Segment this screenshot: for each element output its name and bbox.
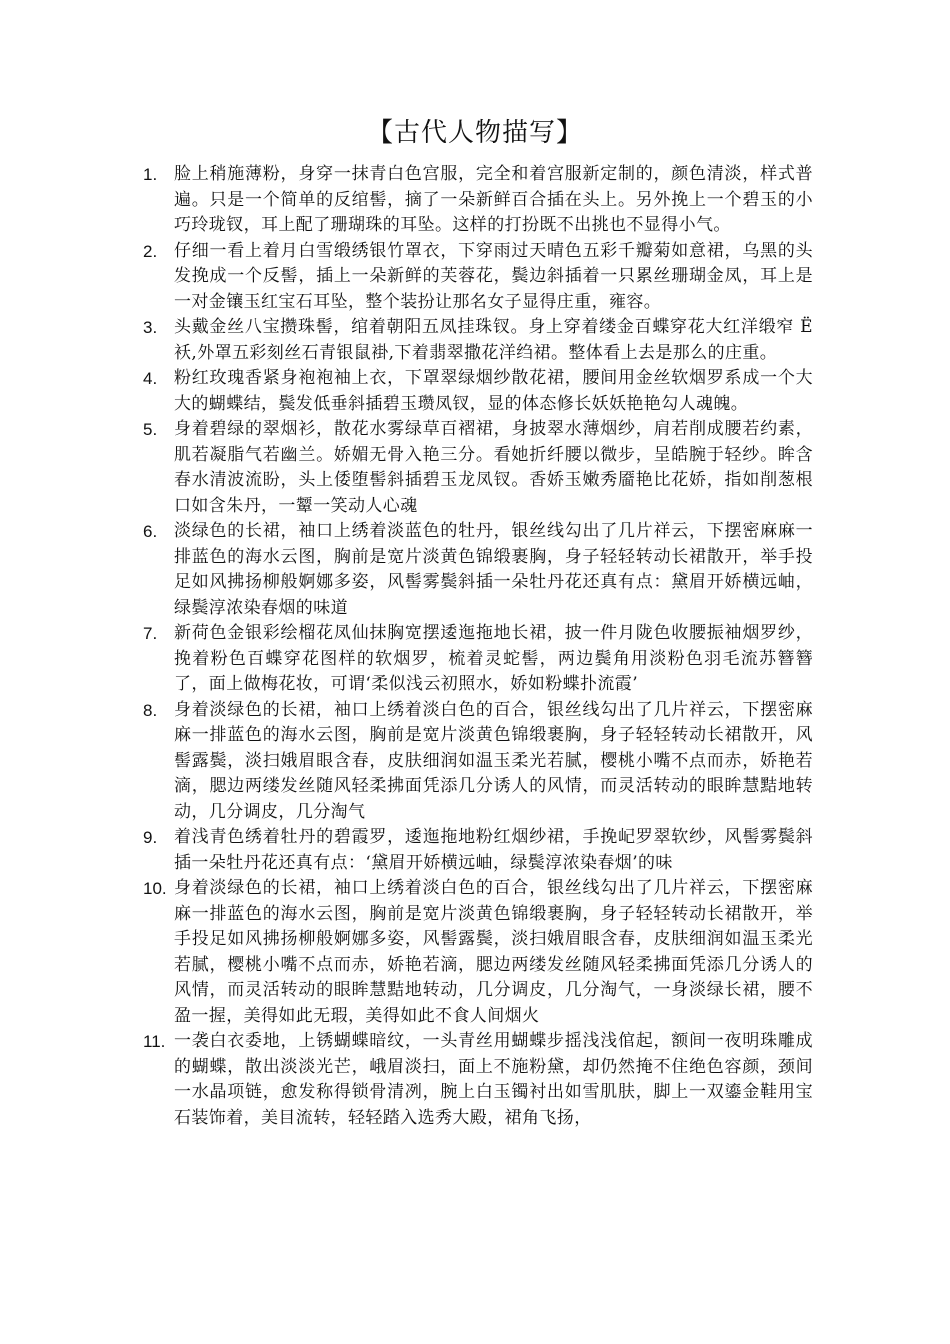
list-item — [143, 621, 813, 698]
item-text: 身着淡绿色的长裙，袖口上绣着淡白色的百合，银丝线勾出了几片祥云，下摆密麻麻一排蓝色的海水云图，胸前是宽片淡黄色锦缎裹胸，身子轻轻转动长裙散开，风髻露鬓，淡扫娥眉眼含春，皮肤细润如温玉柔光若腻，樱桃小嘴不点而赤，娇艳若滴，腮边两缕发丝随风轻柔拂面凭添几分诱人的风情，而灵活转动的眼眸慧黠地转动，几分调皮，几分淘气 — [174, 699, 813, 822]
item-number: 5. — [143, 420, 158, 439]
item-number: 3. — [143, 318, 158, 337]
list-item — [143, 315, 813, 366]
item-text: 淡绿色的长裙，袖口上绣着淡蓝色的牡丹，银丝线勾出了几片祥云，下摆密麻麻一排蓝色的海水云图，胸前是宽片淡黄色锦缎裹胸，身子轻轻转动长裙散开，举手投足如风拂扬柳般婀娜多姿，风髻雾鬓斜插一朵牡丹花还真有点：黛眉开娇横远岫，绿鬓淳浓染春烟的味道 — [174, 521, 813, 618]
list-item — [143, 417, 813, 519]
item-text: 脸上稍施薄粉，身穿一抹青白色宫服，完全和着宫服新定制的，颜色清淡，样式普遍。只是一个简单的反绾髻，摘了一朵新鲜百合插在头上。另外挽上一个碧玉的小巧玲珑钗，耳上配了珊瑚珠的耳坠。这样的打扮既不出挑也不显得小气。 — [174, 164, 813, 235]
list-item — [143, 825, 813, 876]
list-item — [143, 1029, 813, 1131]
item-text: 一袭白衣委地，上锈蝴蝶暗纹，一头青丝用蝴蝶步摇浅浅倌起，额间一夜明珠雕成的蝴蝶，散出淡淡光芒，峨眉淡扫，面上不施粉黛，却仍然掩不住绝色容颜，颈间一水晶项链，愈发称得锁骨清冽，腕上白玉镯衬出如雪肌肤，脚上一双鎏金鞋用宝石装饰着，美目流转，轻轻踏入选秀大殿，裙角飞扬， — [174, 1031, 813, 1128]
item-number: 2. — [143, 241, 158, 261]
item-text: 身着碧绿的翠烟衫，散花水雾绿草百褶裙，身披翠水薄烟纱，肩若削成腰若约素，肌若凝脂气若幽兰。娇媚无骨入艳三分。看她折纤腰以微步，呈皓腕于轻纱。眸含春水清波流盼，头上倭堕髻斜插碧玉龙凤钗。香娇玉嫩秀靥艳比花娇，指如削葱根口如含朱丹，一颦一笑动人心魂 — [174, 419, 813, 516]
list-item — [143, 519, 813, 621]
item-text: 头戴金丝八宝攒珠髻，绾着朝阳五凤挂珠钗。身上穿着缕金百蝶穿花大红洋缎窄 Ë 袄,外罩五彩刻丝石青银鼠褂,下着翡翠撒花洋绉裙。整体看上去是那么的庄重。 — [174, 317, 813, 363]
description-list — [143, 162, 813, 1131]
list-item — [143, 698, 813, 826]
item-text: 仔细一看上着月白雪缎绣银竹罩衣，下穿雨过天晴色五彩千瓣菊如意裙，乌黑的头发挽成一个反髻，插上一朵新鲜的芙蓉花，鬓边斜插着一只累丝珊瑚金凤，耳上是一对金镶玉红宝石耳坠，整个装扮让那名女子显得庄重，雍容。 — [174, 240, 813, 312]
item-number: 7. — [143, 624, 158, 643]
list-item — [143, 366, 813, 417]
item-number: 8. — [143, 700, 158, 720]
item-number: 4. — [143, 369, 158, 388]
item-text: 粉红玫瑰香紧身袍袍袖上衣，下罩翠绿烟纱散花裙，腰间用金丝软烟罗系成一个大大的蝴蝶结，鬓发低垂斜插碧玉瓒凤钗，显的体态修长妖妖艳艳勾人魂魄。 — [174, 368, 813, 414]
item-number: 1. — [143, 165, 158, 184]
list-item — [143, 239, 813, 316]
list-item — [143, 162, 813, 239]
item-text: 新荷色金银彩绘榴花凤仙抹胸宽摆逶迤拖地长裙，披一件月陇色收腰振袖烟罗纱，挽着粉色百蝶穿花图样的软烟罗，梳着灵蛇髻，两边鬓角用淡粉色羽毛流苏簪簪了，面上做梅花妆，可谓‘柔似浅云初照水，娇如粉蝶扑流霞’ — [174, 623, 813, 694]
item-number: 6. — [143, 522, 158, 541]
list-item — [143, 876, 813, 1029]
item-text: 身着淡绿色的长裙，袖口上绣着淡白色的百合，银丝线勾出了几片祥云，下摆密麻麻一排蓝色的海水云图，胸前是宽片淡黄色锦缎裹胸，身子轻轻转动长裙散开，举手投足如风拂扬柳般婀娜多姿，风髻露鬓，淡扫娥眉眼含春，皮肤细润如温玉柔光若腻，樱桃小嘴不点而赤，娇艳若滴，腮边两缕发丝随风轻柔拂面凭添几分诱人的风情，而灵活转动的眼眸慧黠地转动，几分调皮，几分淘气，一身淡绿长裙，腰不盈一握，美得如此无瑕，美得如此不食人间烟火 — [174, 878, 813, 1026]
page-title: 【古代人物描写】 — [366, 118, 583, 148]
item-number: 9. — [143, 828, 158, 847]
item-number: 11. — [143, 1032, 166, 1051]
item-number: 10. — [143, 879, 167, 898]
item-text: 着浅青色绣着牡丹的碧霞罗，逶迤拖地粉红烟纱裙，手挽屺罗翠软纱，风髻雾鬓斜插一朵牡丹花还真有点：‘黛眉开娇横远岫，绿鬓淳浓染春烟’的味 — [174, 827, 813, 873]
